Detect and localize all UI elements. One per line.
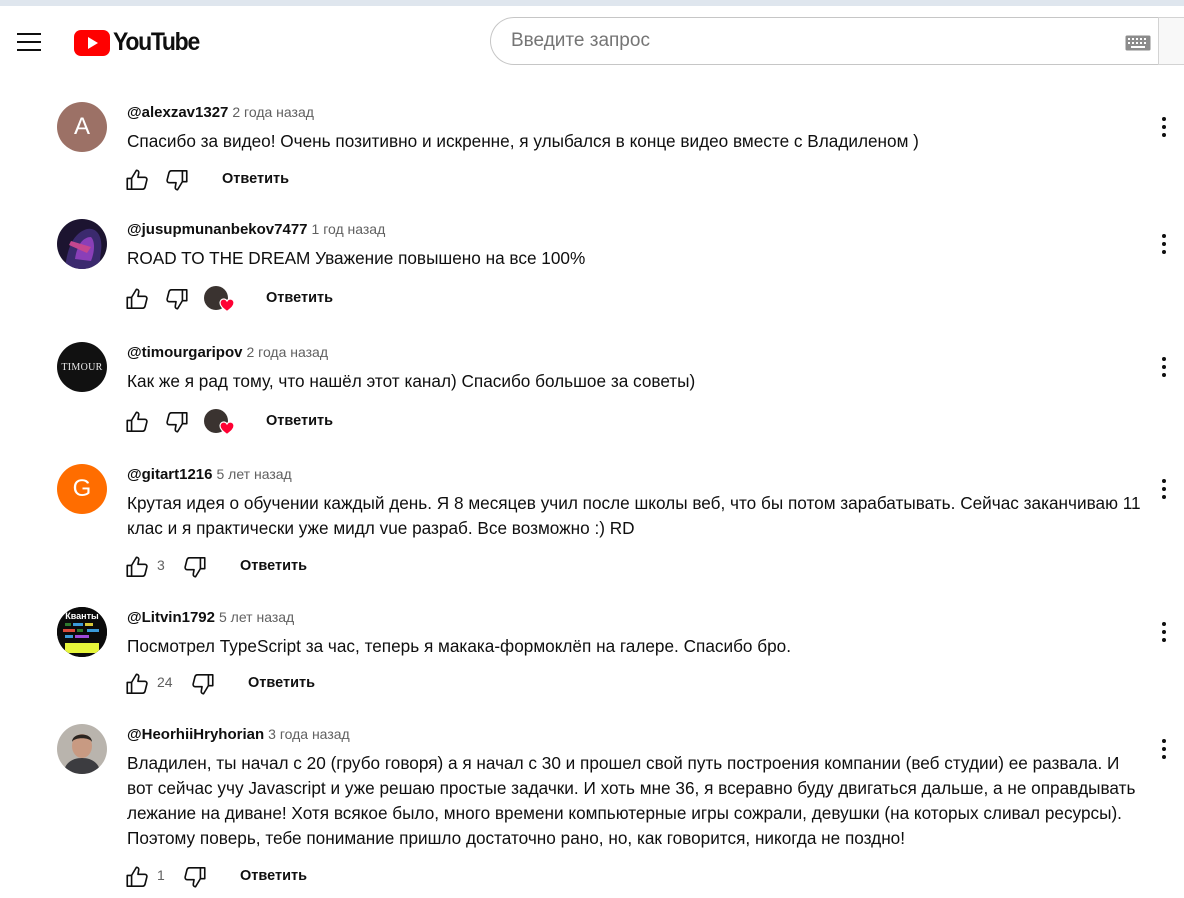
more-actions-icon[interactable] xyxy=(1152,232,1176,256)
avatar-caption: Кванты xyxy=(65,611,99,621)
like-icon[interactable] xyxy=(124,409,150,435)
youtube-logo[interactable] xyxy=(74,28,206,57)
like-count: 24 xyxy=(157,674,173,690)
comment-text: Посмотрел TypeScript за час, теперь я макака-формоклёп на галере. Спасибо бро. xyxy=(127,636,791,656)
avatar-logo-text: TIMOUR xyxy=(61,361,103,373)
more-actions-icon[interactable] xyxy=(1152,115,1176,139)
author-name[interactable]: @timourgaripov xyxy=(127,344,243,361)
reply-button[interactable]: Ответить xyxy=(240,868,308,884)
avatar[interactable] xyxy=(57,724,107,774)
like-icon[interactable] xyxy=(124,671,150,697)
like-icon[interactable] xyxy=(124,286,150,312)
avatar[interactable] xyxy=(57,607,107,657)
avatar-letter: A xyxy=(73,113,90,140)
like-icon[interactable] xyxy=(124,864,150,890)
more-actions-icon[interactable] xyxy=(1152,477,1176,501)
like-count: 1 xyxy=(157,867,165,883)
author-name[interactable]: @HeorhiiHryhorian xyxy=(127,726,265,743)
dislike-icon[interactable] xyxy=(164,286,190,312)
search-box xyxy=(490,17,1158,65)
logo-text: YouTube xyxy=(113,28,199,56)
dislike-icon[interactable] xyxy=(182,864,208,890)
more-actions-icon[interactable] xyxy=(1152,737,1176,761)
comment-text: Владилен, ты начал с 20 (грубо говоря) а я начал с 30 и прошел свой путь построения компании (веб студии) ее развала. И вот сейчас учу Javascript и уже решаю простые задачки. И хоть мне 36, я всеравно буду двигаться дальше, а не оправдывать лежание на диване! Хотя всякое было, много времени компьютерные игры сожрали, девушки (на которых сливал ресурсы). Поэтому поверь, тебе понимание пришло достаточно рано, но, как говорится, никогда не поздно! xyxy=(127,753,1136,848)
creator-heart-badge xyxy=(204,286,228,310)
creator-heart-badge xyxy=(204,409,228,433)
comment-text: Крутая идея о обучении каждый день. Я 8 месяцев учил после школы веб, что бы потом зарабатывать. Сейчас заканчиваю 11 клас и я практически уже мидл vue разраб. Все возможно :) RD xyxy=(127,493,1141,538)
dislike-icon[interactable] xyxy=(164,409,190,435)
avatar[interactable] xyxy=(57,219,107,269)
comment-header xyxy=(127,219,385,240)
reply-button[interactable]: Ответить xyxy=(248,675,316,691)
published-time[interactable]: 5 лет назад xyxy=(219,609,295,625)
published-time[interactable]: 3 года назад xyxy=(268,726,350,742)
published-time[interactable]: 2 года назад xyxy=(232,104,314,120)
comment-header xyxy=(127,724,350,745)
search-button[interactable] xyxy=(1158,17,1184,65)
comment-text: Как же я рад тому, что нашёл этот канал) Спасибо большое за советы) xyxy=(127,371,696,391)
menu-icon[interactable] xyxy=(12,26,46,60)
comment-header xyxy=(127,464,292,485)
avatar-letter: G xyxy=(72,475,92,502)
like-icon[interactable] xyxy=(124,554,150,580)
search-input[interactable] xyxy=(511,18,1091,64)
avatar[interactable] xyxy=(57,342,107,392)
avatar-image xyxy=(57,219,107,269)
author-name[interactable]: @jusupmunanbekov7477 xyxy=(127,221,308,238)
comment-header xyxy=(127,342,328,363)
avatar-image xyxy=(57,724,107,774)
author-name[interactable]: @alexzav1327 xyxy=(127,104,229,121)
heart-icon xyxy=(219,297,235,313)
avatar[interactable] xyxy=(57,464,107,514)
comment-text: ROAD TO THE DREAM Уважение повышено на все 100% xyxy=(127,248,586,268)
reply-button[interactable]: Ответить xyxy=(240,558,308,574)
dislike-icon[interactable] xyxy=(164,167,190,193)
keyboard-icon[interactable] xyxy=(1125,35,1151,51)
like-count: 3 xyxy=(157,557,165,573)
reply-button[interactable]: Ответить xyxy=(266,413,334,429)
comment-header xyxy=(127,102,314,123)
dislike-icon[interactable] xyxy=(182,554,208,580)
published-time[interactable]: 1 год назад xyxy=(311,221,386,237)
comment-text: Спасибо за видео! Очень позитивно и искренне, я улыбался в конце видео вместе с Владиленом ) xyxy=(127,131,919,151)
more-actions-icon[interactable] xyxy=(1152,620,1176,644)
masthead xyxy=(0,6,1184,76)
dislike-icon[interactable] xyxy=(190,671,216,697)
youtube-play-icon xyxy=(74,30,110,56)
published-time[interactable]: 5 лет назад xyxy=(216,466,292,482)
published-time[interactable]: 2 года назад xyxy=(246,344,329,360)
comment-header xyxy=(127,607,294,628)
more-actions-icon[interactable] xyxy=(1152,355,1176,379)
heart-icon xyxy=(219,420,235,436)
avatar[interactable] xyxy=(57,102,107,152)
author-name[interactable]: @gitart1216 xyxy=(127,466,213,483)
like-icon[interactable] xyxy=(124,167,150,193)
reply-button[interactable]: Ответить xyxy=(266,290,334,306)
author-name[interactable]: @Litvin1792 xyxy=(127,609,215,626)
reply-button[interactable]: Ответить xyxy=(222,171,290,187)
